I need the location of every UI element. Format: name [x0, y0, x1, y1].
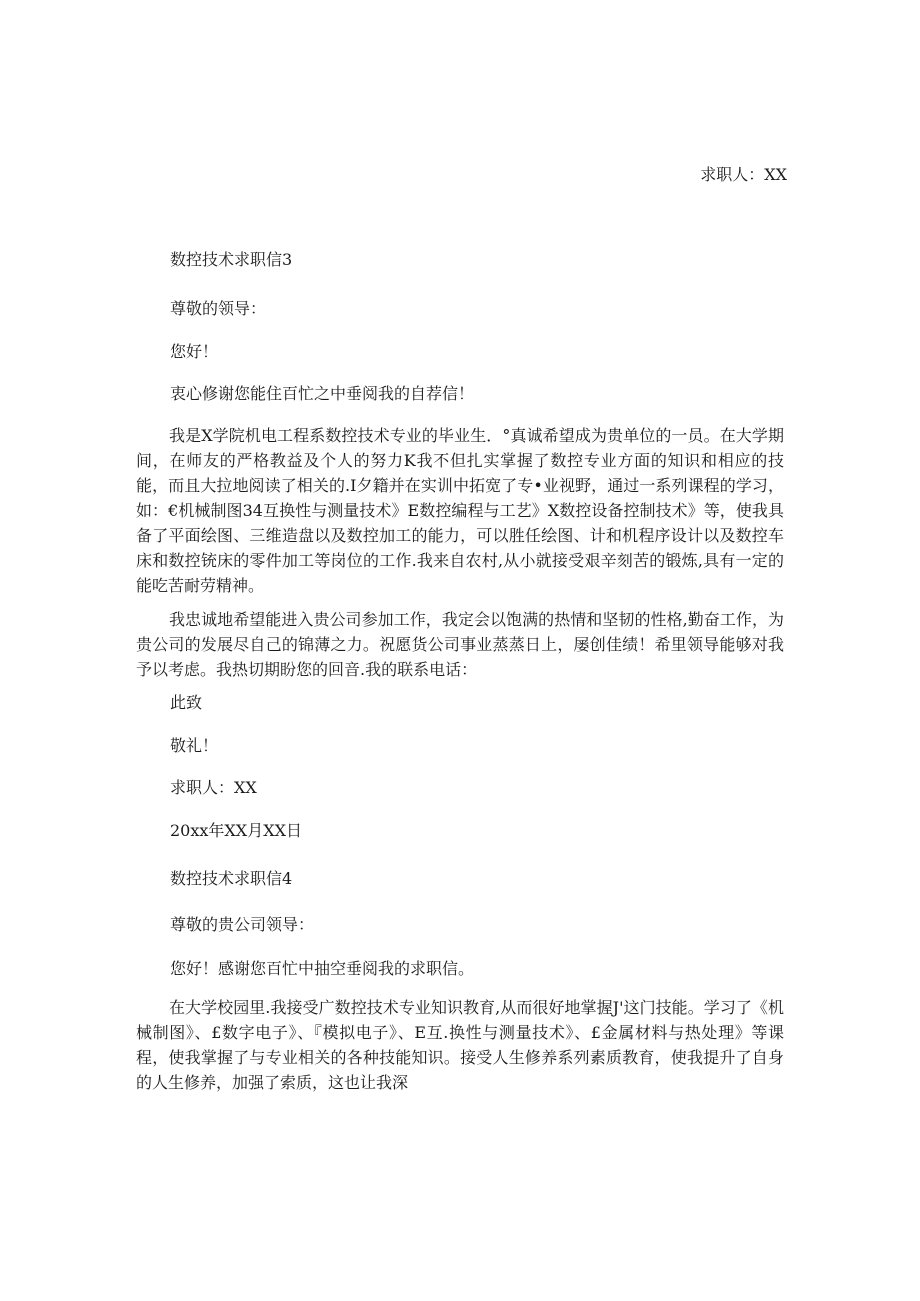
letter3-closing-1: 此致 [170, 693, 203, 712]
letter3-title: 数控技术求职信3 [170, 250, 293, 269]
letter3-paragraph-2: 我忠诚地希望能进入贵公司参加工作，我定会以饱满的热情和坚韧的性格,勤奋工作，为贵公司的发展尽自己的锦薄之力。祝愿货公司事业蒸蒸日上，屡创佳绩！希里领导能够对我予以考虑。我热切期盼您的回音.我的联系电话： [136, 610, 784, 679]
letter3-thanks: 衷心修谢您能住百忙之中垂阅我的自荐信！ [170, 384, 475, 403]
letter3-closing-2: 敬礼！ [170, 736, 219, 755]
letter3-signature: 求职人：XX [170, 778, 257, 797]
header-signature: 求职人：XX [700, 165, 787, 184]
letter3-paragraph-1: 我是X学院机电工程系数控技术专业的毕业生．°真诚希望成为贵单位的一员。在大学期间，在师友的严格教益及个人的努力K我不但扎实掌握了数控专业方面的知识和相应的技能，而且大拉地阅读了相关的.I夕籍并在实训中拓宽了专•业视野，通过一系列课程的学习，如：€机械制图34互换性与测量技术》E数控编程与工艺》X数控设备控制技术》等，使我具备了平面绘图、三维造盘以及数控加工的能力，可以胜任绘图、计和机程序设计以及数控车床和数控铳床的零件加工等岗位的工作.我来自农村,从小就接受艰辛刻苦的锻炼,具有一定的能吃苦耐劳精神。 [136, 426, 784, 595]
letter4-title: 数控技术求职信4 [170, 869, 293, 888]
letter3-date: 20xx年XX月XX日 [170, 821, 302, 840]
letter4-greeting: 您好！感谢您百忙中抽空垂阅我的求职信。 [170, 959, 475, 978]
letter4-paragraph-1: 在大学校园里.我接受广数控技术专业知识教育,从而很好地掌握J'这门技能。学习了《机械制图》、£数字电子》、『模拟电子》、E互.换性与测量技术》、£金属材料与热处理》等课程，使我掌握了与专业相关的各种技能知识。接受人生修养系列素质教育，使我提升了自身的人生修养，加强了索质，这也让我深 [136, 998, 784, 1092]
letter4-salutation: 尊敬的贵公司领导： [170, 915, 315, 934]
letter3-greeting: 您好！ [170, 342, 219, 361]
letter3-salutation: 尊敬的领导： [170, 299, 267, 318]
